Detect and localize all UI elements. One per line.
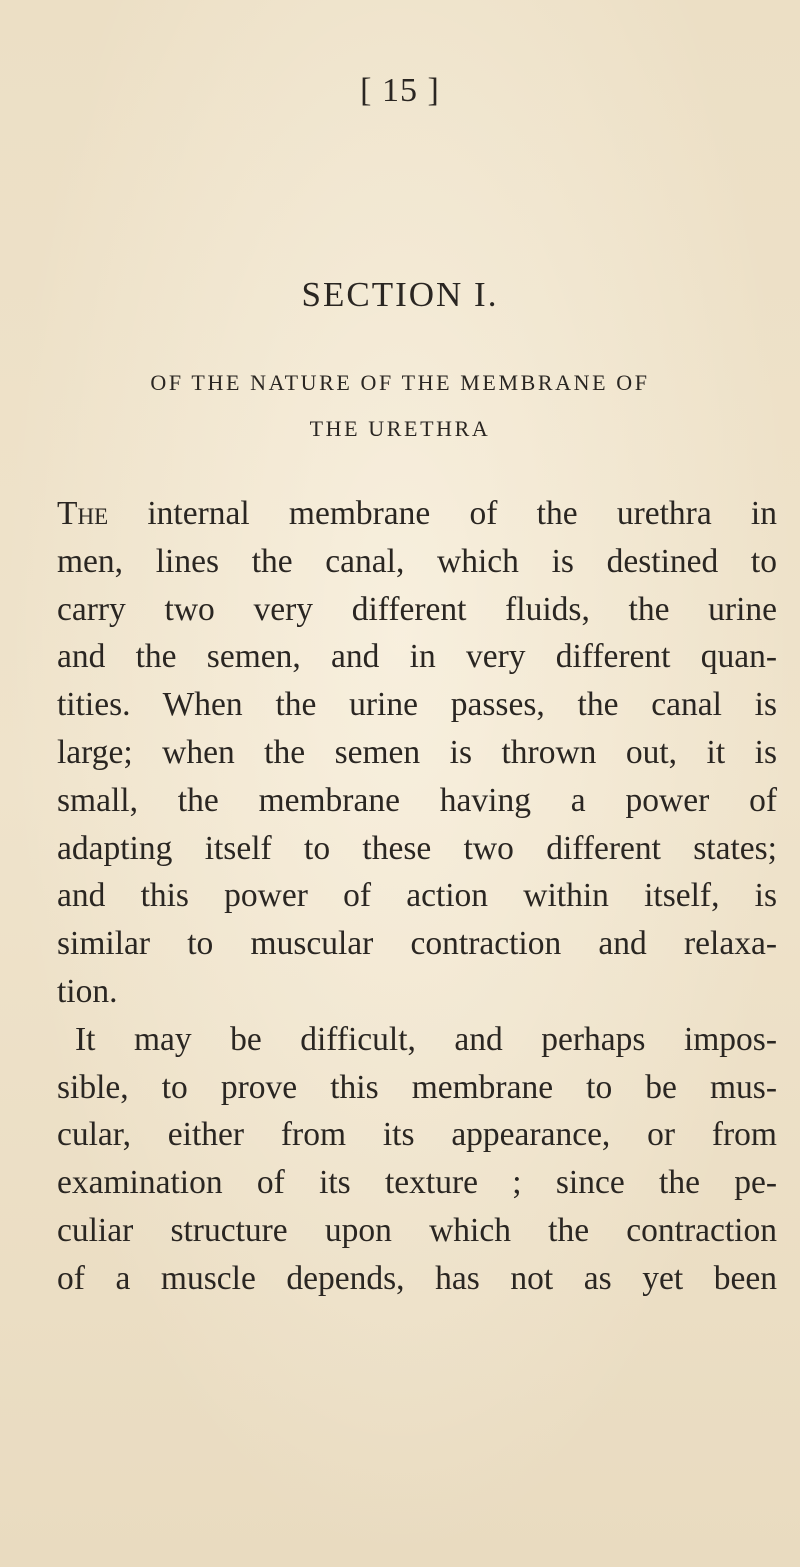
body-text [57, 490, 777, 1303]
paragraph-1-line: tities. When the urine passes, the canal is [57, 686, 777, 724]
paragraph-1-line: similar to muscular contraction and relaxa- [57, 925, 777, 963]
paragraph-1-line-text: internal membrane of the urethra in [108, 495, 777, 532]
paragraph-2-line: sible, to prove this membrane to be mus- [57, 1068, 777, 1106]
paragraph-1-line: and this power of action within itself, is [57, 877, 777, 915]
page-number: [ 15 ] [360, 72, 440, 109]
section-title: SECTION I. [301, 275, 499, 314]
paragraph-1-line: tion. [57, 972, 118, 1010]
paragraph-1-line: carry two very different fluids, the urine [57, 590, 777, 628]
paragraph-1-line: adapting itself to these two different states; [57, 829, 777, 867]
paragraph-2-line: cular, either from its appearance, or from [57, 1116, 777, 1154]
paragraph-1-line: and the semen, and in very different quan- [57, 638, 777, 676]
paragraph-2-line: of a muscle depends, has not as yet been [57, 1259, 777, 1297]
section-subtitle-line-2: THE URETHRA [309, 416, 491, 441]
section-subtitle-line-1: OF THE NATURE OF THE MEMBRANE OF [150, 370, 650, 395]
paragraph-1-line: men, lines the canal, which is destined to [57, 542, 777, 580]
paragraph-1-line: small, the membrane having a power of [57, 781, 777, 819]
paragraph-2-line: examination of its texture ; since the pe- [57, 1164, 777, 1202]
paragraph-2-line: It may be difficult, and perhaps impos- [75, 1020, 777, 1058]
drop-word: The [57, 495, 109, 532]
paragraph-2-line: culiar structure upon which the contraction [57, 1211, 777, 1249]
paragraph-1-line [57, 490, 777, 538]
paragraph-1-line: large; when the semen is thrown out, it is [57, 733, 777, 771]
